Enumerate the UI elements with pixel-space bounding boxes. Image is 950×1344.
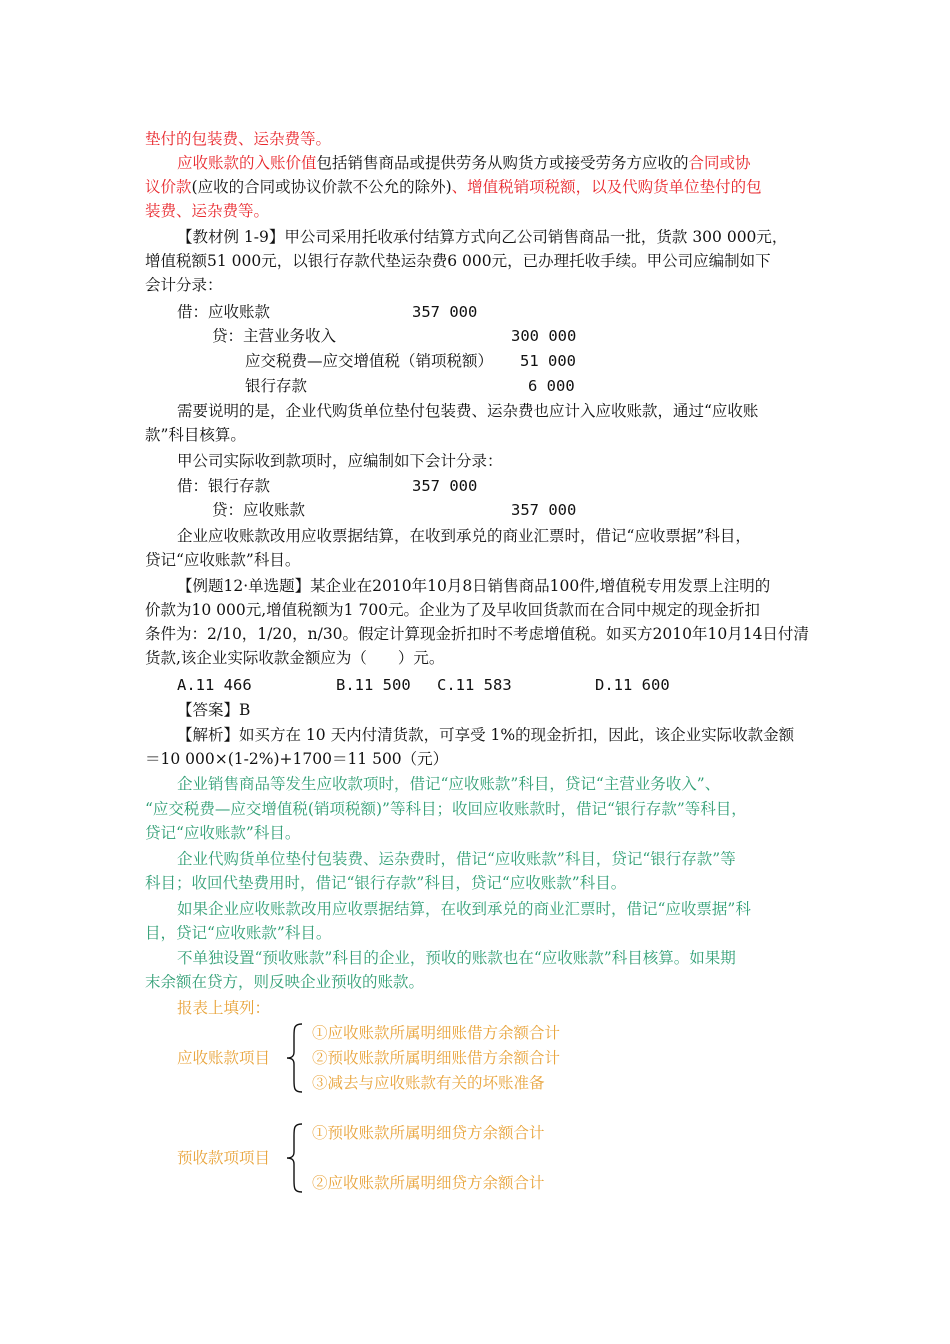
receivable-item-2: ②预收账款所属明细账借方余额合计 [312,1049,561,1067]
intro-text-b: (应收的合同或协议价款不公允的除外) [191,178,452,196]
receivable-item-1: ①应收账款所属明细账借方余额合计 [312,1024,561,1042]
entry1-debit-amount: 357 000 [412,303,478,321]
intro-paragraph-line-3: 装费、运杂费等。 [145,202,270,220]
receivable-brace-icon [284,1022,306,1094]
entry1-credit1-label: 贷：主营业务收入 [212,327,337,345]
example12-line-3: 条件为：2/10，1/20，n/30。假定计算现金折扣时不考虑增值税。如买方2010年10月14日付清 [145,625,809,643]
summary-1b: “应交税费—应交增值税(销项税额)”等科目；收回应收账款时，借记“银行存款”等科目， [145,800,747,818]
summary-1a: 企业销售商品等发生应收款项时，借记“应收账款”科目，贷记“主营业务收入”、 [177,775,721,793]
intro-paragraph-line-1 [177,151,751,175]
advance-item-1: ①预收账款所属明细贷方余额合计 [312,1124,545,1142]
summary-4b: 末余额在贷方，则反映企业预收的账款。 [145,973,425,991]
summary-4a: 不单独设置“预收账款”科目的企业，预收的账款也在“应收账款”科目核算。如果期 [177,949,736,967]
receivable-item-label: 应收账款项目 [177,1049,271,1067]
advance-item-2: ②应收账款所属明细贷方余额合计 [312,1174,545,1192]
intro-vat-term: 、增值税销项税额，以及代购货单位垫付的包 [451,178,762,196]
entry1-credit2-label: 应交税费—应交增值税（销项税额） [245,352,494,370]
entry1-credit3-label: 银行存款 [245,377,308,395]
example19-line-3: 会计分录： [145,276,223,294]
intro-line-1: 垫付的包装费、运杂费等。 [145,130,332,148]
example19-note-2: 款”科目核算。 [145,426,246,444]
intro-contract-term: 合同或协 [688,154,751,172]
example19-note-3: 甲公司实际收到款项时，应编制如下会计分录： [177,452,503,470]
summary-2b: 科目；收回代垫费用时，借记“银行存款”科目，贷记“应收账款”科目。 [145,874,627,892]
report-heading: 报表上填列： [177,999,271,1017]
summary-1c: 贷记“应收账款”科目。 [145,824,301,842]
entry1-debit-label: 借：应收账款 [177,303,271,321]
entry2-debit-label: 借：银行存款 [177,477,271,495]
option-a: A.11 466 [177,676,252,694]
option-c: C.11 583 [437,676,512,694]
example12-line-4: 货款,该企业实际收款金额应为（ ）元。 [145,649,445,667]
entry1-credit3-amount: 6 000 [528,377,575,395]
example12-line-1: 【例题12·单选题】某企业在2010年10月8日销售商品100件,增值税专用发票上注明的 [177,577,771,595]
example19-note-4: 企业应收账款改用应收票据结算，在收到承兑的商业汇票时，借记“应收票据”科目， [177,527,751,545]
example19-line-2: 增值税额51 000元，以银行存款代垫运杂费6 000元，已办理托收手续。甲公司应编制如下 [145,252,771,270]
example12-line-2: 价款为10 000元,增值税额为1 700元。企业为了及早收回货款而在合同中规定的现金折扣 [145,601,761,619]
example19-line-1: 【教材例 1-9】甲公司采用托收承付结算方式向乙公司销售商品一批，货款 300 000元， [177,228,788,246]
answer-line: 【答案】B [177,701,251,719]
option-b: B.11 500 [336,676,411,694]
receivable-item-3: ③减去与应收账款有关的坏账准备 [312,1074,545,1092]
advance-brace-icon [284,1122,306,1194]
analysis-line-1: 【解析】如买方在 10 天内付清货款，可享受 1%的现金折扣，因此，该企业实际收款金额 [177,726,795,744]
example19-note-5: 贷记“应收账款”科目。 [145,551,301,569]
intro-paragraph-line-2 [145,175,762,199]
entry2-credit-amount: 357 000 [511,501,577,519]
intro-contract-term-cont: 议价款 [145,178,192,196]
entry2-debit-amount: 357 000 [412,477,478,495]
entry1-credit1-amount: 300 000 [511,327,577,345]
entry2-credit-label: 贷：应收账款 [212,501,306,519]
example19-note-1: 需要说明的是，企业代购货单位垫付包装费、运杂费也应计入应收账款，通过“应收账 [177,402,759,420]
entry1-credit2-amount: 51 000 [520,352,576,370]
intro-entry-value-term: 应收账款的入账价值 [177,154,317,172]
analysis-line-2: ＝10 000×(1-2%)+1700＝11 500（元） [145,750,449,768]
option-d: D.11 600 [595,676,670,694]
summary-3b: 目，贷记“应收账款”科目。 [145,924,332,942]
summary-2a: 企业代购货单位垫付包装费、运杂费时，借记“应收账款”科目，贷记“银行存款”等 [177,850,736,868]
intro-text-a: 包括销售商品或提供劳务从购货方或接受劳务方应收的 [316,154,689,172]
summary-3a: 如果企业应收账款改用应收票据结算，在收到承兑的商业汇票时，借记“应收票据”科 [177,900,751,918]
advance-item-label: 预收款项项目 [177,1149,271,1167]
